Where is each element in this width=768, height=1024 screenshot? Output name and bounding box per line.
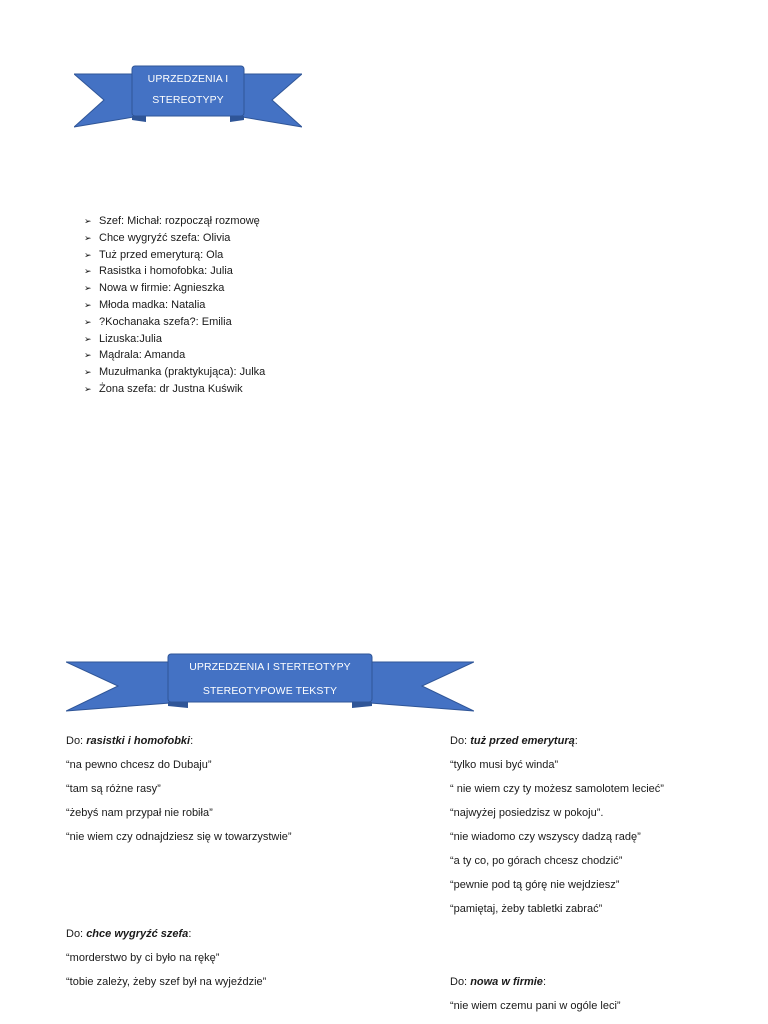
banner-title: UPRZEDZENIA I STEREOTYPY: [147, 73, 229, 106]
list-item: ➢ Nowa w firmie: Agnieszka: [84, 280, 265, 297]
list-item: ➢ Muzułmanka (praktykująca): Julka: [84, 364, 265, 381]
list-item: ➢ Mądrala: Amanda: [84, 347, 265, 364]
group-heading: Do: chce wygryźć szefa:: [66, 928, 192, 940]
list-item: ➢ Szef: Michał: rozpoczął rozmowę: [84, 213, 265, 230]
quote: “pewnie pod tą górę nie wejdziesz”: [450, 879, 620, 891]
quote: “nie wiadomo czy wszyscy dadzą radę”: [450, 831, 641, 843]
group-heading: Do: tuż przed emeryturą:: [450, 735, 578, 747]
quote: “nie wiem czemu pani w ogóle leci”: [450, 1000, 621, 1012]
banner-title: UPRZEDZENIA I STERTEOTYPY STEREOTYPOWE TEKSTY: [189, 661, 351, 697]
arrow-bullet-icon: ➢: [84, 299, 92, 310]
arrow-bullet-icon: ➢: [84, 316, 92, 327]
left-column-2: [66, 922, 266, 994]
section-banner: [66, 652, 474, 714]
quote: “najwyżej posiedzisz w pokoju”.: [450, 807, 604, 819]
list-item: ➢ Rasistka i homofobka: Julia: [84, 263, 265, 280]
list-item: ➢ Tuż przed emeryturą: Ola: [84, 247, 265, 264]
arrow-bullet-icon: ➢: [84, 232, 92, 243]
arrow-bullet-icon: ➢: [84, 383, 92, 394]
list-item: ➢ Lizuska:Julia: [84, 331, 265, 348]
group-heading: Do: nowa w firmie:: [450, 976, 546, 988]
right-column-2: [450, 970, 621, 1018]
list-item: ➢ ?Kochanaka szefa?: Emilia: [84, 314, 265, 331]
arrow-bullet-icon: ➢: [84, 283, 92, 294]
quote: “ nie wiem czy ty możesz samolotem lecieć”: [450, 783, 664, 795]
list-item: ➢ Chce wygryźć szefa: Olivia: [84, 230, 265, 247]
left-column: [66, 729, 292, 849]
arrow-bullet-icon: ➢: [84, 367, 92, 378]
quote: “nie wiem czy odnajdziesz się w towarzystwie”: [66, 831, 292, 843]
arrow-bullet-icon: ➢: [84, 216, 92, 226]
arrow-bullet-icon: ➢: [84, 249, 92, 260]
title-banner: [74, 64, 302, 128]
quote: “a ty co, po górach chcesz chodzić”: [450, 855, 623, 867]
quote: “pamiętaj, żeby tabletki zabrać”: [450, 903, 603, 915]
arrow-bullet-icon: ➢: [84, 350, 92, 361]
arrow-bullet-icon: ➢: [84, 266, 92, 277]
quote: “tam są różne rasy”: [66, 783, 161, 795]
quote: “morderstwo by ci było na rękę”: [66, 952, 220, 964]
arrow-bullet-icon: ➢: [84, 333, 92, 344]
list-item: ➢ Żona szefa: dr Justna Kuświk: [84, 381, 265, 398]
quote: “na pewno chcesz do Dubaju”: [66, 759, 212, 771]
quote: “tylko musi być winda”: [450, 759, 559, 771]
right-column: [450, 729, 664, 921]
character-list: [84, 213, 265, 398]
quote: “żebyś nam przypał nie robiła”: [66, 807, 213, 819]
quote: “tobie zależy, żeby szef był na wyjeździe”: [66, 976, 267, 988]
list-item: ➢ Młoda madka: Natalia: [84, 297, 265, 314]
group-heading: Do: rasistki i homofobki:: [66, 735, 194, 747]
